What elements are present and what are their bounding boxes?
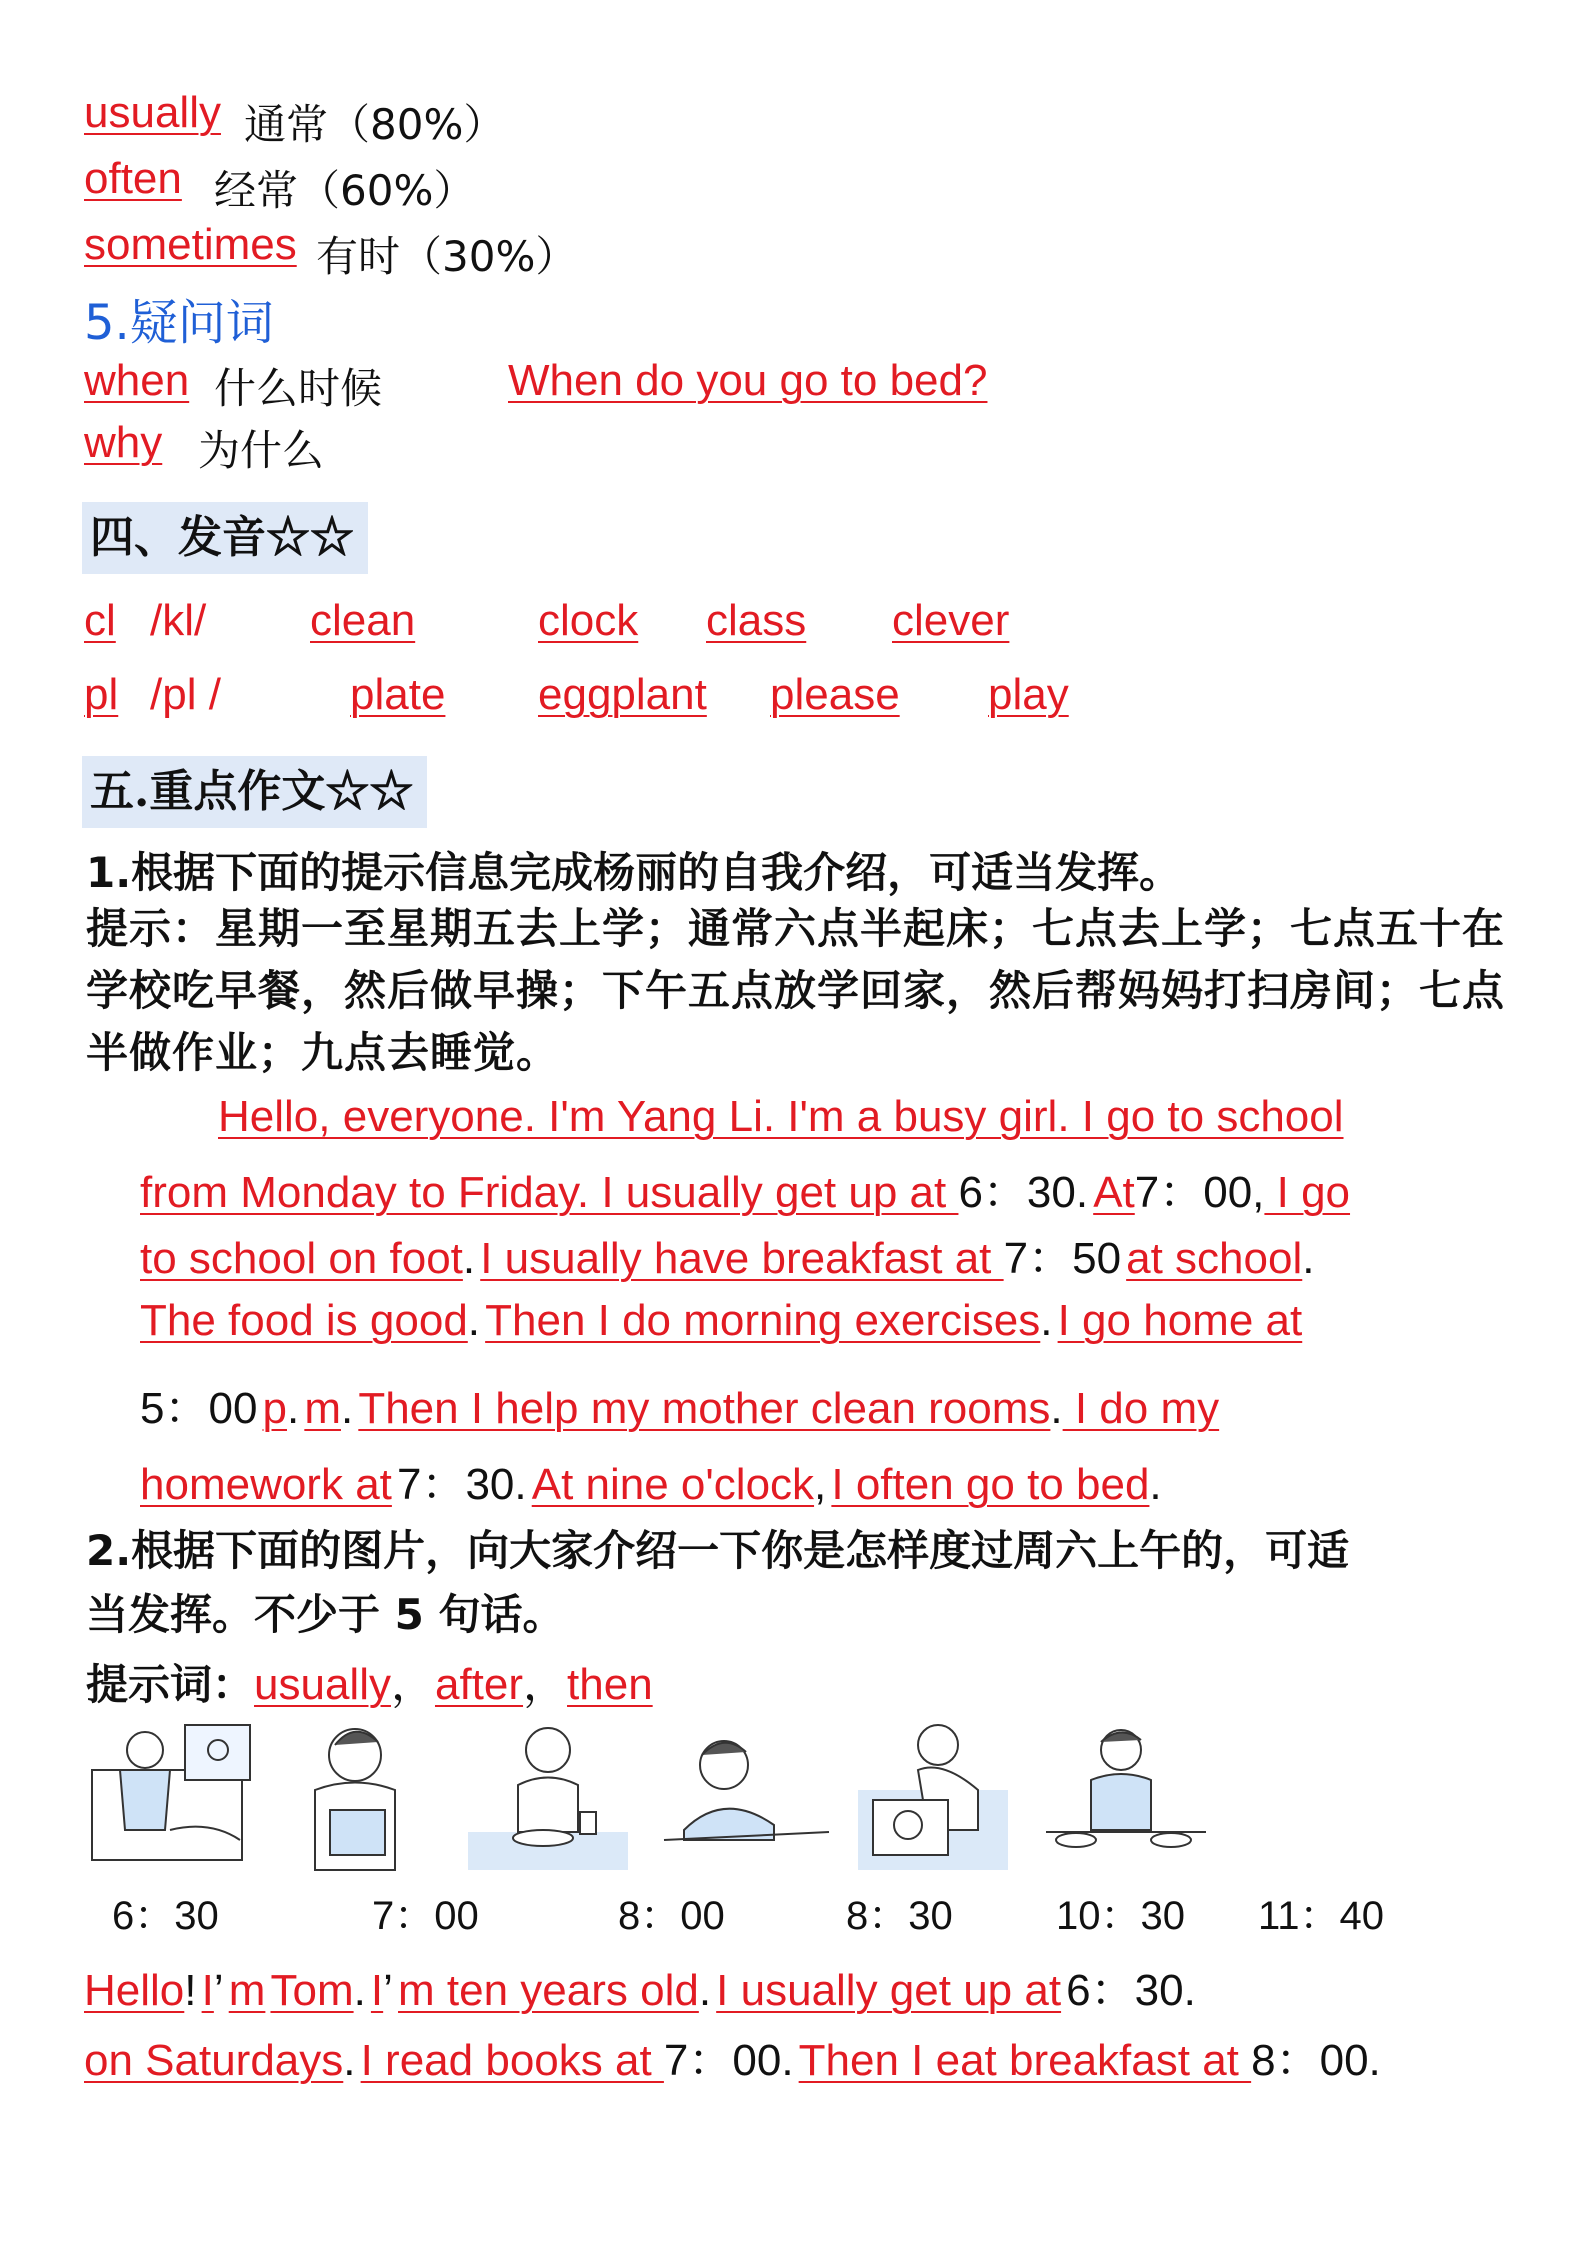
essay-line-2 bbox=[140, 1156, 1350, 1220]
essay-time: 7：50 bbox=[1003, 1234, 1122, 1283]
essay-text: The food is good bbox=[140, 1296, 468, 1345]
essay-punct: . bbox=[340, 1384, 354, 1433]
pron-word: clean bbox=[310, 596, 416, 645]
time-label: 11：40 bbox=[1258, 1894, 1385, 1938]
essay-punct: . bbox=[1050, 1384, 1063, 1433]
time-label: 8：30 bbox=[846, 1894, 953, 1938]
answer-punct: ’ bbox=[213, 1966, 224, 2015]
essay-text: from Monday to Friday. I usually get up at bbox=[140, 1168, 959, 1217]
section-header-pronunciation: 四、发音☆☆ bbox=[82, 502, 368, 574]
answer-text: Then I eat breakfast at bbox=[798, 2036, 1252, 2085]
answer-time: 8：00. bbox=[1251, 2036, 1381, 2085]
answer-text: I usually get up at bbox=[716, 1966, 1062, 2015]
answer-punct: . bbox=[698, 1966, 712, 2015]
freq-meaning: 有时（30%） bbox=[316, 232, 578, 281]
question-example: When do you go to bed? bbox=[508, 356, 988, 405]
essay-line-4 bbox=[140, 1296, 1302, 1346]
answer-text: m ten years old bbox=[398, 1966, 699, 2015]
answer-2-line-2 bbox=[84, 2024, 1381, 2088]
essay-punct: , bbox=[814, 1460, 827, 1509]
section-title-question-words: 5.疑问词 bbox=[84, 295, 274, 351]
essay-text: Then I do morning exercises bbox=[485, 1296, 1041, 1345]
illustration-eat-lunch bbox=[1046, 1720, 1206, 1870]
hint-word: usually bbox=[254, 1660, 391, 1709]
answer-text: I read books at bbox=[360, 2036, 664, 2085]
essay-text: I go bbox=[1264, 1168, 1351, 1217]
answer-text: m bbox=[228, 1966, 266, 2015]
essay-line-3 bbox=[140, 1222, 1314, 1286]
freq-meaning: 通常（80%） bbox=[244, 100, 506, 149]
pron-word: eggplant bbox=[538, 670, 707, 719]
essay-time: 7：00, bbox=[1134, 1168, 1265, 1217]
essay-line-5 bbox=[140, 1372, 1219, 1436]
question-meaning: 为什么 bbox=[198, 426, 325, 475]
essay-text: at school bbox=[1126, 1234, 1303, 1283]
freq-meaning: 经常（60%） bbox=[214, 166, 476, 215]
essay-text: I do my bbox=[1062, 1384, 1220, 1433]
illustration-eat-breakfast bbox=[468, 1720, 628, 1870]
pron-phonetic: /kl/ bbox=[150, 596, 207, 645]
answer-text: Hello bbox=[84, 1966, 185, 2015]
illustration-wake-up bbox=[90, 1720, 260, 1870]
time-label: 8：00 bbox=[618, 1894, 725, 1938]
hint-word: after bbox=[434, 1660, 524, 1709]
time-label: 6：30 bbox=[112, 1894, 219, 1938]
answer-punct: . bbox=[353, 1966, 366, 2015]
essay-text: homework at bbox=[140, 1460, 392, 1509]
pron-word: play bbox=[988, 670, 1069, 719]
hint-1: 提示：星期一至星期五去上学；通常六点半起床；七点去上学；七点五十在学校吃早餐，然后做早操；下午五点放学回家，然后帮妈妈打扫房间；七点半做作业；九点去睡觉。 bbox=[86, 904, 1506, 1077]
essay-punct: . bbox=[1040, 1296, 1053, 1345]
question-word: why bbox=[84, 418, 163, 467]
pron-letters: pl bbox=[84, 670, 119, 719]
essay-line-1: Hello, everyone. I'm Yang Li. I'm a busy girl. I go to school bbox=[218, 1092, 1344, 1141]
answer-time: 6：30. bbox=[1066, 1966, 1196, 2015]
essay-time: 6：30. bbox=[958, 1168, 1089, 1217]
pron-word: clever bbox=[892, 596, 1010, 645]
essay-text: At bbox=[1093, 1168, 1135, 1217]
freq-word: sometimes bbox=[84, 220, 297, 269]
time-label: 7：00 bbox=[372, 1894, 479, 1938]
essay-text: Then I help my mother clean rooms bbox=[358, 1384, 1051, 1433]
pron-word: please bbox=[770, 670, 900, 719]
essay-time: 5：00 bbox=[140, 1384, 258, 1433]
hint-2: 提示词：usually，after，then bbox=[86, 1660, 653, 1709]
hint-word: then bbox=[567, 1660, 653, 1709]
pron-phonetic: /pl / bbox=[150, 670, 221, 719]
essay-text: At nine o'clock bbox=[531, 1460, 815, 1509]
answer-2-line-1 bbox=[84, 1954, 1196, 2018]
essay-text: I go home at bbox=[1057, 1296, 1303, 1345]
question-meaning: 什么时候 bbox=[214, 364, 383, 413]
pron-word: clock bbox=[538, 596, 639, 645]
essay-text: I usually have breakfast at bbox=[480, 1234, 1004, 1283]
essay-time: 7：30. bbox=[396, 1460, 527, 1509]
question-1: 1.根据下面的提示信息完成杨丽的自我介绍，可适当发挥。 bbox=[86, 848, 1182, 897]
question-word: when bbox=[84, 356, 190, 405]
essay-punct: . bbox=[287, 1384, 300, 1433]
essay-text: p bbox=[262, 1384, 287, 1433]
answer-text: Tom bbox=[270, 1966, 354, 2015]
answer-punct: . bbox=[343, 2036, 356, 2085]
illustration-read-books bbox=[300, 1720, 410, 1880]
essay-punct: . bbox=[467, 1296, 481, 1345]
essay-punct: . bbox=[1302, 1234, 1315, 1283]
answer-punct: ! bbox=[184, 1966, 197, 2015]
question-2-line-1: 2.根据下面的图片，向大家介绍一下你是怎样度过周六上午的，可适 bbox=[86, 1526, 1350, 1575]
hint-2-label: 提示词： bbox=[86, 1660, 255, 1709]
answer-text: I bbox=[201, 1966, 214, 2015]
essay-text: I often go to bed bbox=[831, 1460, 1150, 1509]
essay-text: m bbox=[304, 1384, 341, 1433]
pron-word: class bbox=[706, 596, 807, 645]
answer-punct: ’ bbox=[383, 1966, 393, 2015]
time-label: 10：30 bbox=[1056, 1894, 1185, 1938]
freq-word: often bbox=[84, 154, 182, 203]
illustration-do-homework bbox=[654, 1720, 834, 1870]
pron-letters: cl bbox=[84, 596, 116, 645]
answer-text: on Saturdays bbox=[84, 2036, 344, 2085]
pron-word: plate bbox=[350, 670, 446, 719]
question-2-line-2: 当发挥。不少于 5 句话。 bbox=[86, 1590, 565, 1639]
answer-text: I bbox=[370, 1966, 384, 2015]
freq-word: usually bbox=[84, 88, 221, 137]
essay-line-6 bbox=[140, 1448, 1162, 1512]
section-header-composition: 五.重点作文☆☆ bbox=[82, 756, 427, 828]
essay-text: to school on foot bbox=[140, 1234, 463, 1283]
illustration-draw-picture bbox=[858, 1720, 1008, 1870]
essay-punct: . bbox=[1149, 1460, 1162, 1509]
answer-time: 7：00. bbox=[663, 2036, 794, 2085]
essay-punct: . bbox=[462, 1234, 476, 1283]
